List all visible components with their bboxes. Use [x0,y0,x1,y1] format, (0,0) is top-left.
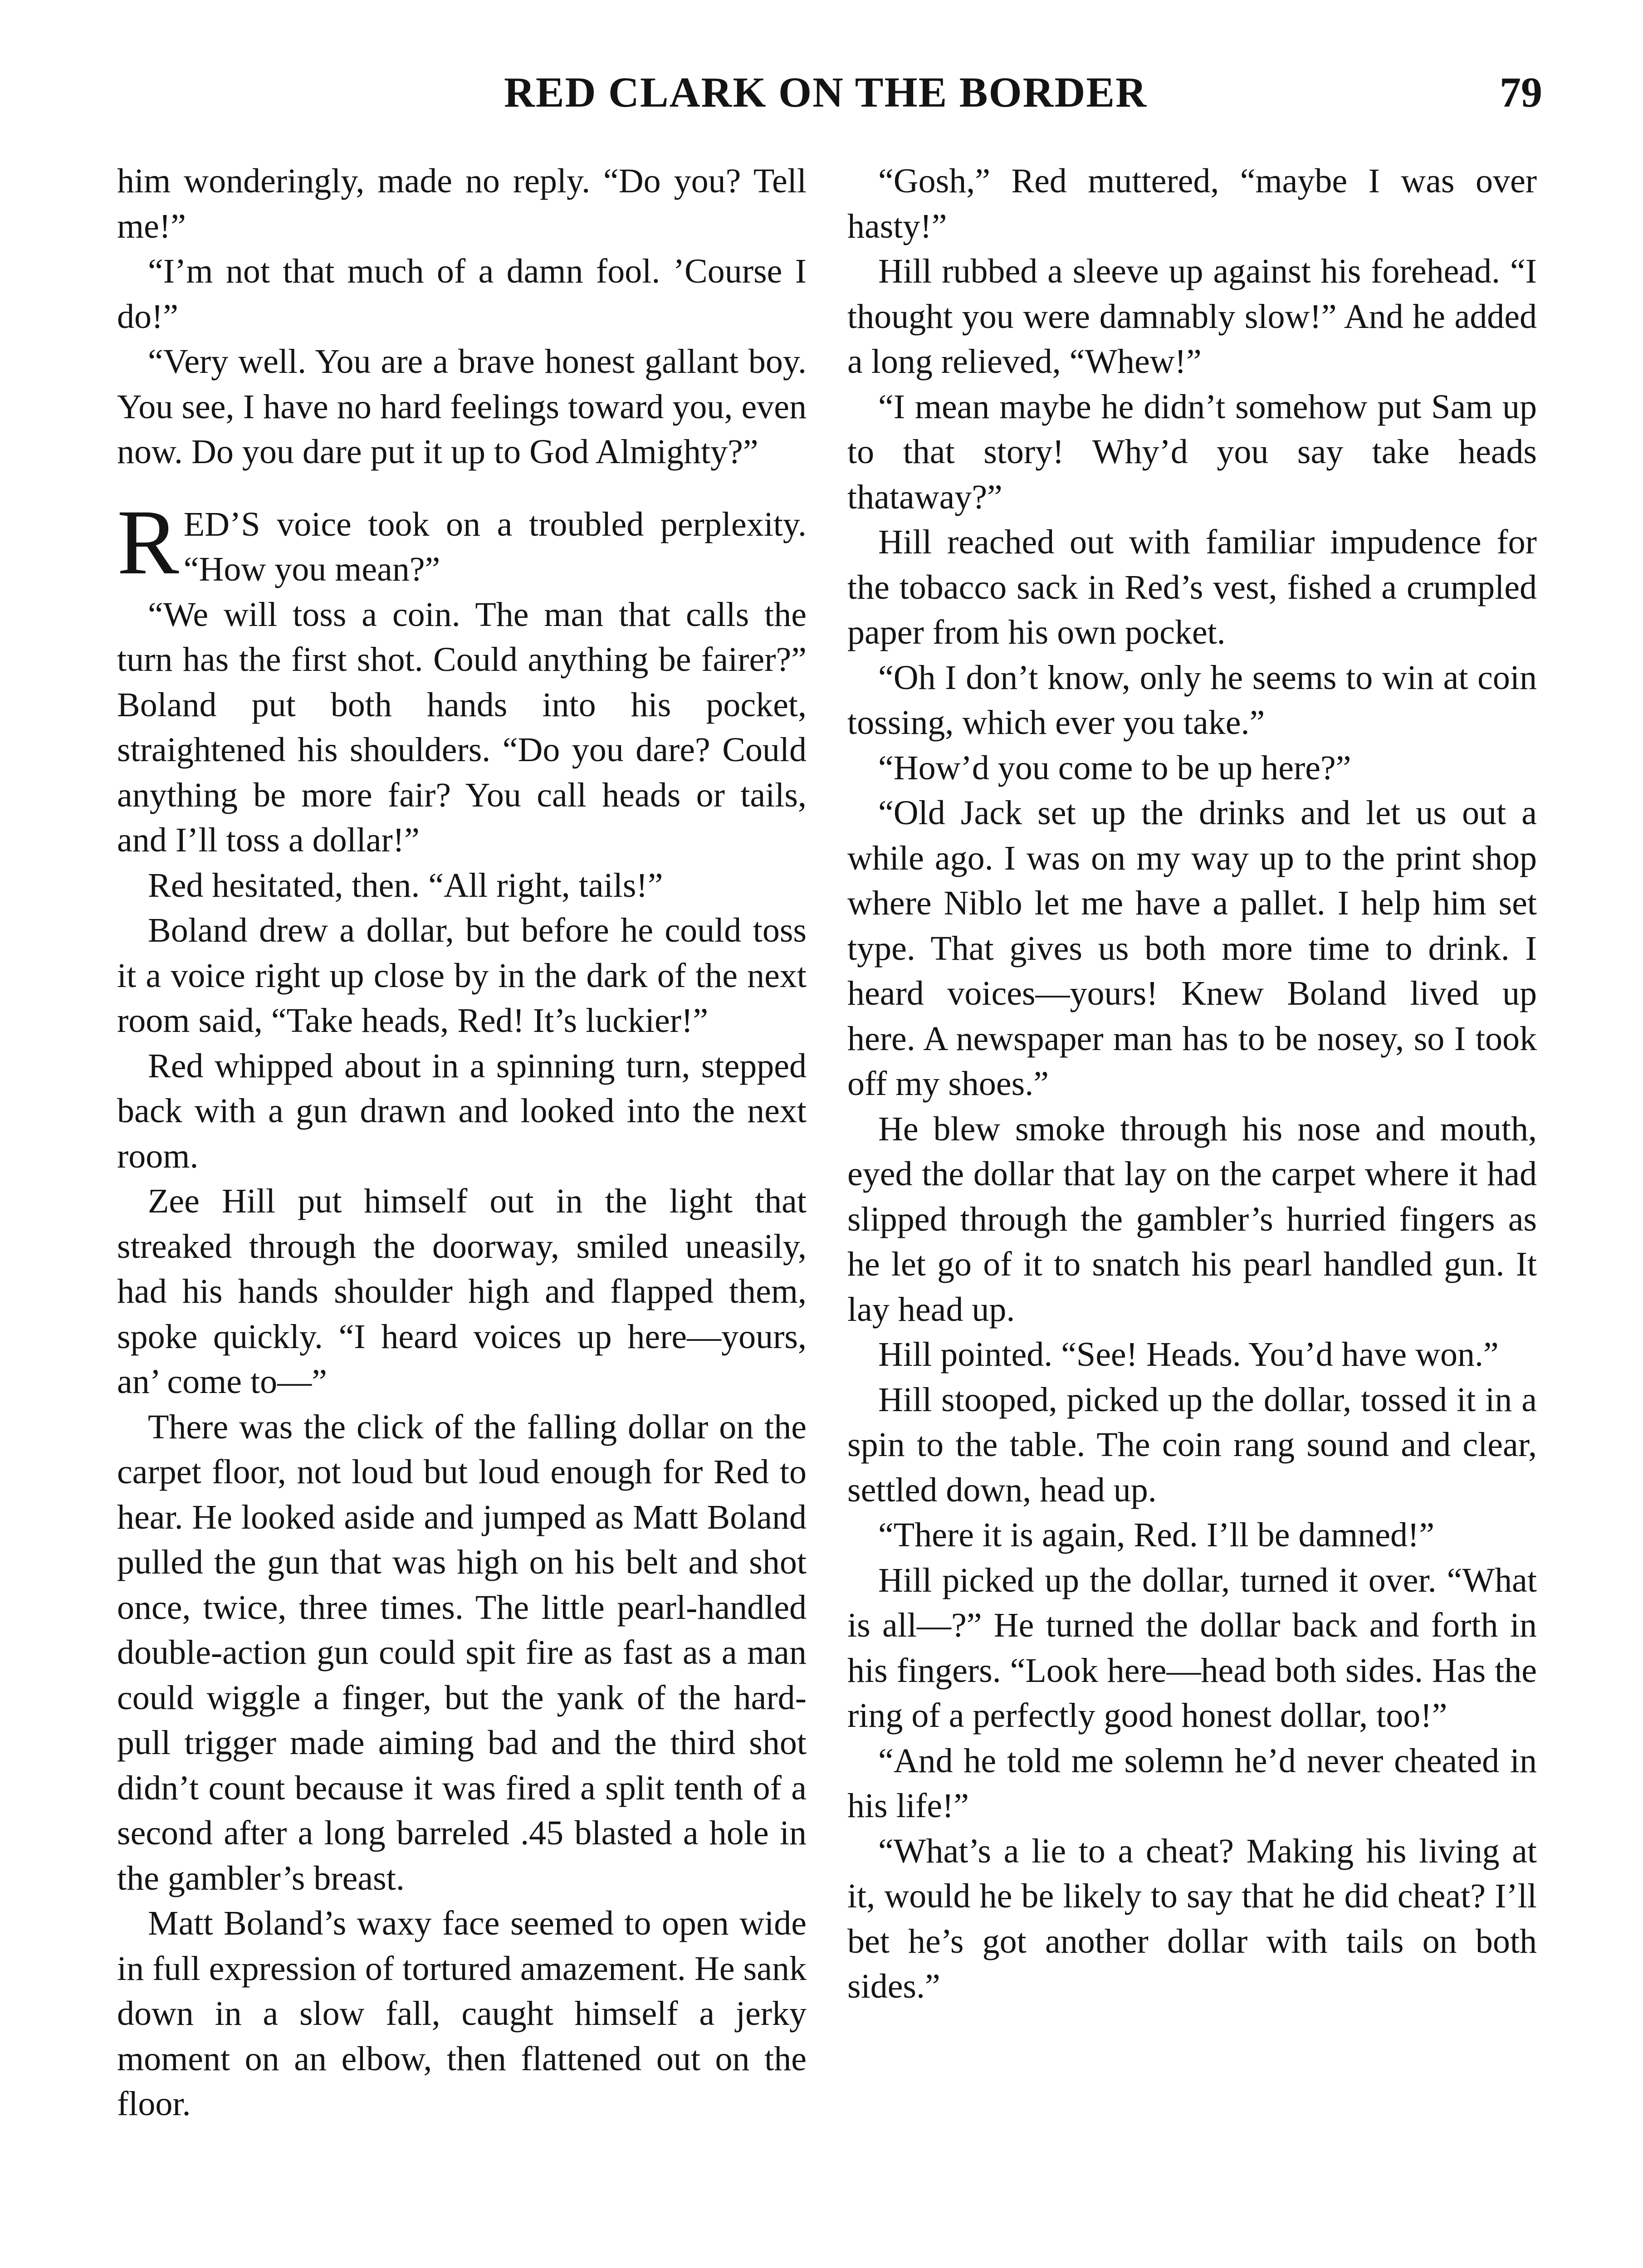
running-title: RED CLARK ON THE BORDER [504,69,1147,116]
paragraph: Boland drew a dollar, but before he could toss it a voice right up close by in the dark of the next room said, “Take heads, Red! It’s luckier!” [117,911,807,1040]
paragraph: Hill rubbed a sleeve up against his forehead. “I thought you were damnably slow!” And he added a long relieved, “Whew!” [847,252,1537,381]
paragraph: “How’d you come to be up here?” [878,748,1351,787]
paragraph: “I mean maybe he didn’t somehow put Sam up to that story! Why’d you say take heads thataway?” [847,387,1537,516]
page-number: 79 [1500,69,1542,116]
paragraph: “We will toss a coin. The man that calls the turn has the first shot. Could anything be fairer?” Boland put both hands into his pocket, straightened his shoulders. “Do you dare? Could anything be more fair? You call heads or tails, and I’ll toss a dollar!” [117,595,807,859]
paragraph: Red whipped about in a spinning turn, stepped back with a gun drawn and looked into the next room. [117,1046,807,1175]
paragraph: There was the click of the falling dollar on the carpet floor, not loud but loud enough for Red to hear. He looked aside and jumped as Matt Boland pulled the gun that was high on his belt and shot once, twice, three times. The little pearl-handled double-action gun could spit fire as fast as a man could wiggle a finger, but the yank of the hard-pull trigger made aiming bad and the third shot didn’t count because it was fired a split tenth of a second after a long barreled .45 blasted a hole in the gambler’s breast. [117,1408,807,1897]
paragraph: Hill picked up the dollar, turned it over. “What is all—?” He turned the dollar back and forth in his fingers. “Look here—head both sides. Has the ring of a perfectly good honest dollar, too!” [847,1561,1537,1735]
paragraph-text: ED’S voice took on a troubled perplexity. “How you mean?” [183,505,807,588]
paragraph: Zee Hill put himself out in the light that streaked through the doorway, smiled uneasily, had his hands shoulder high and flapped them, spoke quickly. “I heard voices up here—yours, an’ come to—” [117,1182,807,1401]
paragraph: “Old Jack set up the drinks and let us out a while ago. I was on my way up to the print shop where Niblo let me have a pallet. I help him set type. That gives us both more time to drink. I heard voices—yours! Knew Boland lived up here. A newspaper man has to be nosey, so I took off my shoes.” [847,794,1537,1103]
paragraph: him wonderingly, made no reply. “Do you? Tell me!” [117,162,807,245]
paragraph: “Gosh,” Red muttered, “maybe I was over hasty!” [847,162,1537,245]
paragraph: He blew smoke through his nose and mouth, eyed the dollar that lay on the carpet where it had slipped through the gambler’s hurried fingers as he let go of it to snatch his pearl handled gun. It lay head up. [847,1110,1537,1329]
paragraph: Red hesitated, then. “All right, tails!” [148,866,663,904]
paragraph: Hill reached out with familiar impudence for the tobacco sack in Red’s vest, fished a crumpled paper from his own pocket. [847,523,1537,651]
drop-cap: R [117,490,179,594]
paragraph: “Oh I don’t know, only he seems to win at coin tossing, which ever you take.” [847,658,1537,742]
paragraph: “There it is again, Red. I’ll be damned!” [878,1516,1435,1554]
paragraph: “What’s a lie to a cheat? Making his living at it, would he be likely to say that he did cheat? I’ll bet he’s got another dollar with tails on both sides.” [847,1832,1537,2005]
left-column [117,159,807,2127]
paragraph: “I’m not that much of a damn fool. ’Course I do!” [117,252,807,336]
paragraph: Matt Boland’s waxy face seemed to open wide in full expression of tortured amazement. He sank down in a slow fall, caught himself a jerky moment on an elbow, then flattened out on the floor. [117,1904,807,2123]
paragraph: “And he told me solemn he’d never cheated in his life!” [847,1741,1537,1825]
running-header [109,68,1542,122]
paragraph: Hill stooped, picked up the dollar, tossed it in a spin to the table. The coin rang sound and clear, settled down, head up. [847,1380,1537,1509]
paragraph: Hill pointed. “See! Heads. You’d have won.” [878,1335,1499,1374]
paragraph: “Very well. You are a brave honest gallant boy. You see, I have no hard feelings toward you, even now. Do you dare put it up to God Almighty?” [117,342,807,471]
right-column [847,159,1537,2009]
paragraph-with-drop-cap [117,490,807,594]
